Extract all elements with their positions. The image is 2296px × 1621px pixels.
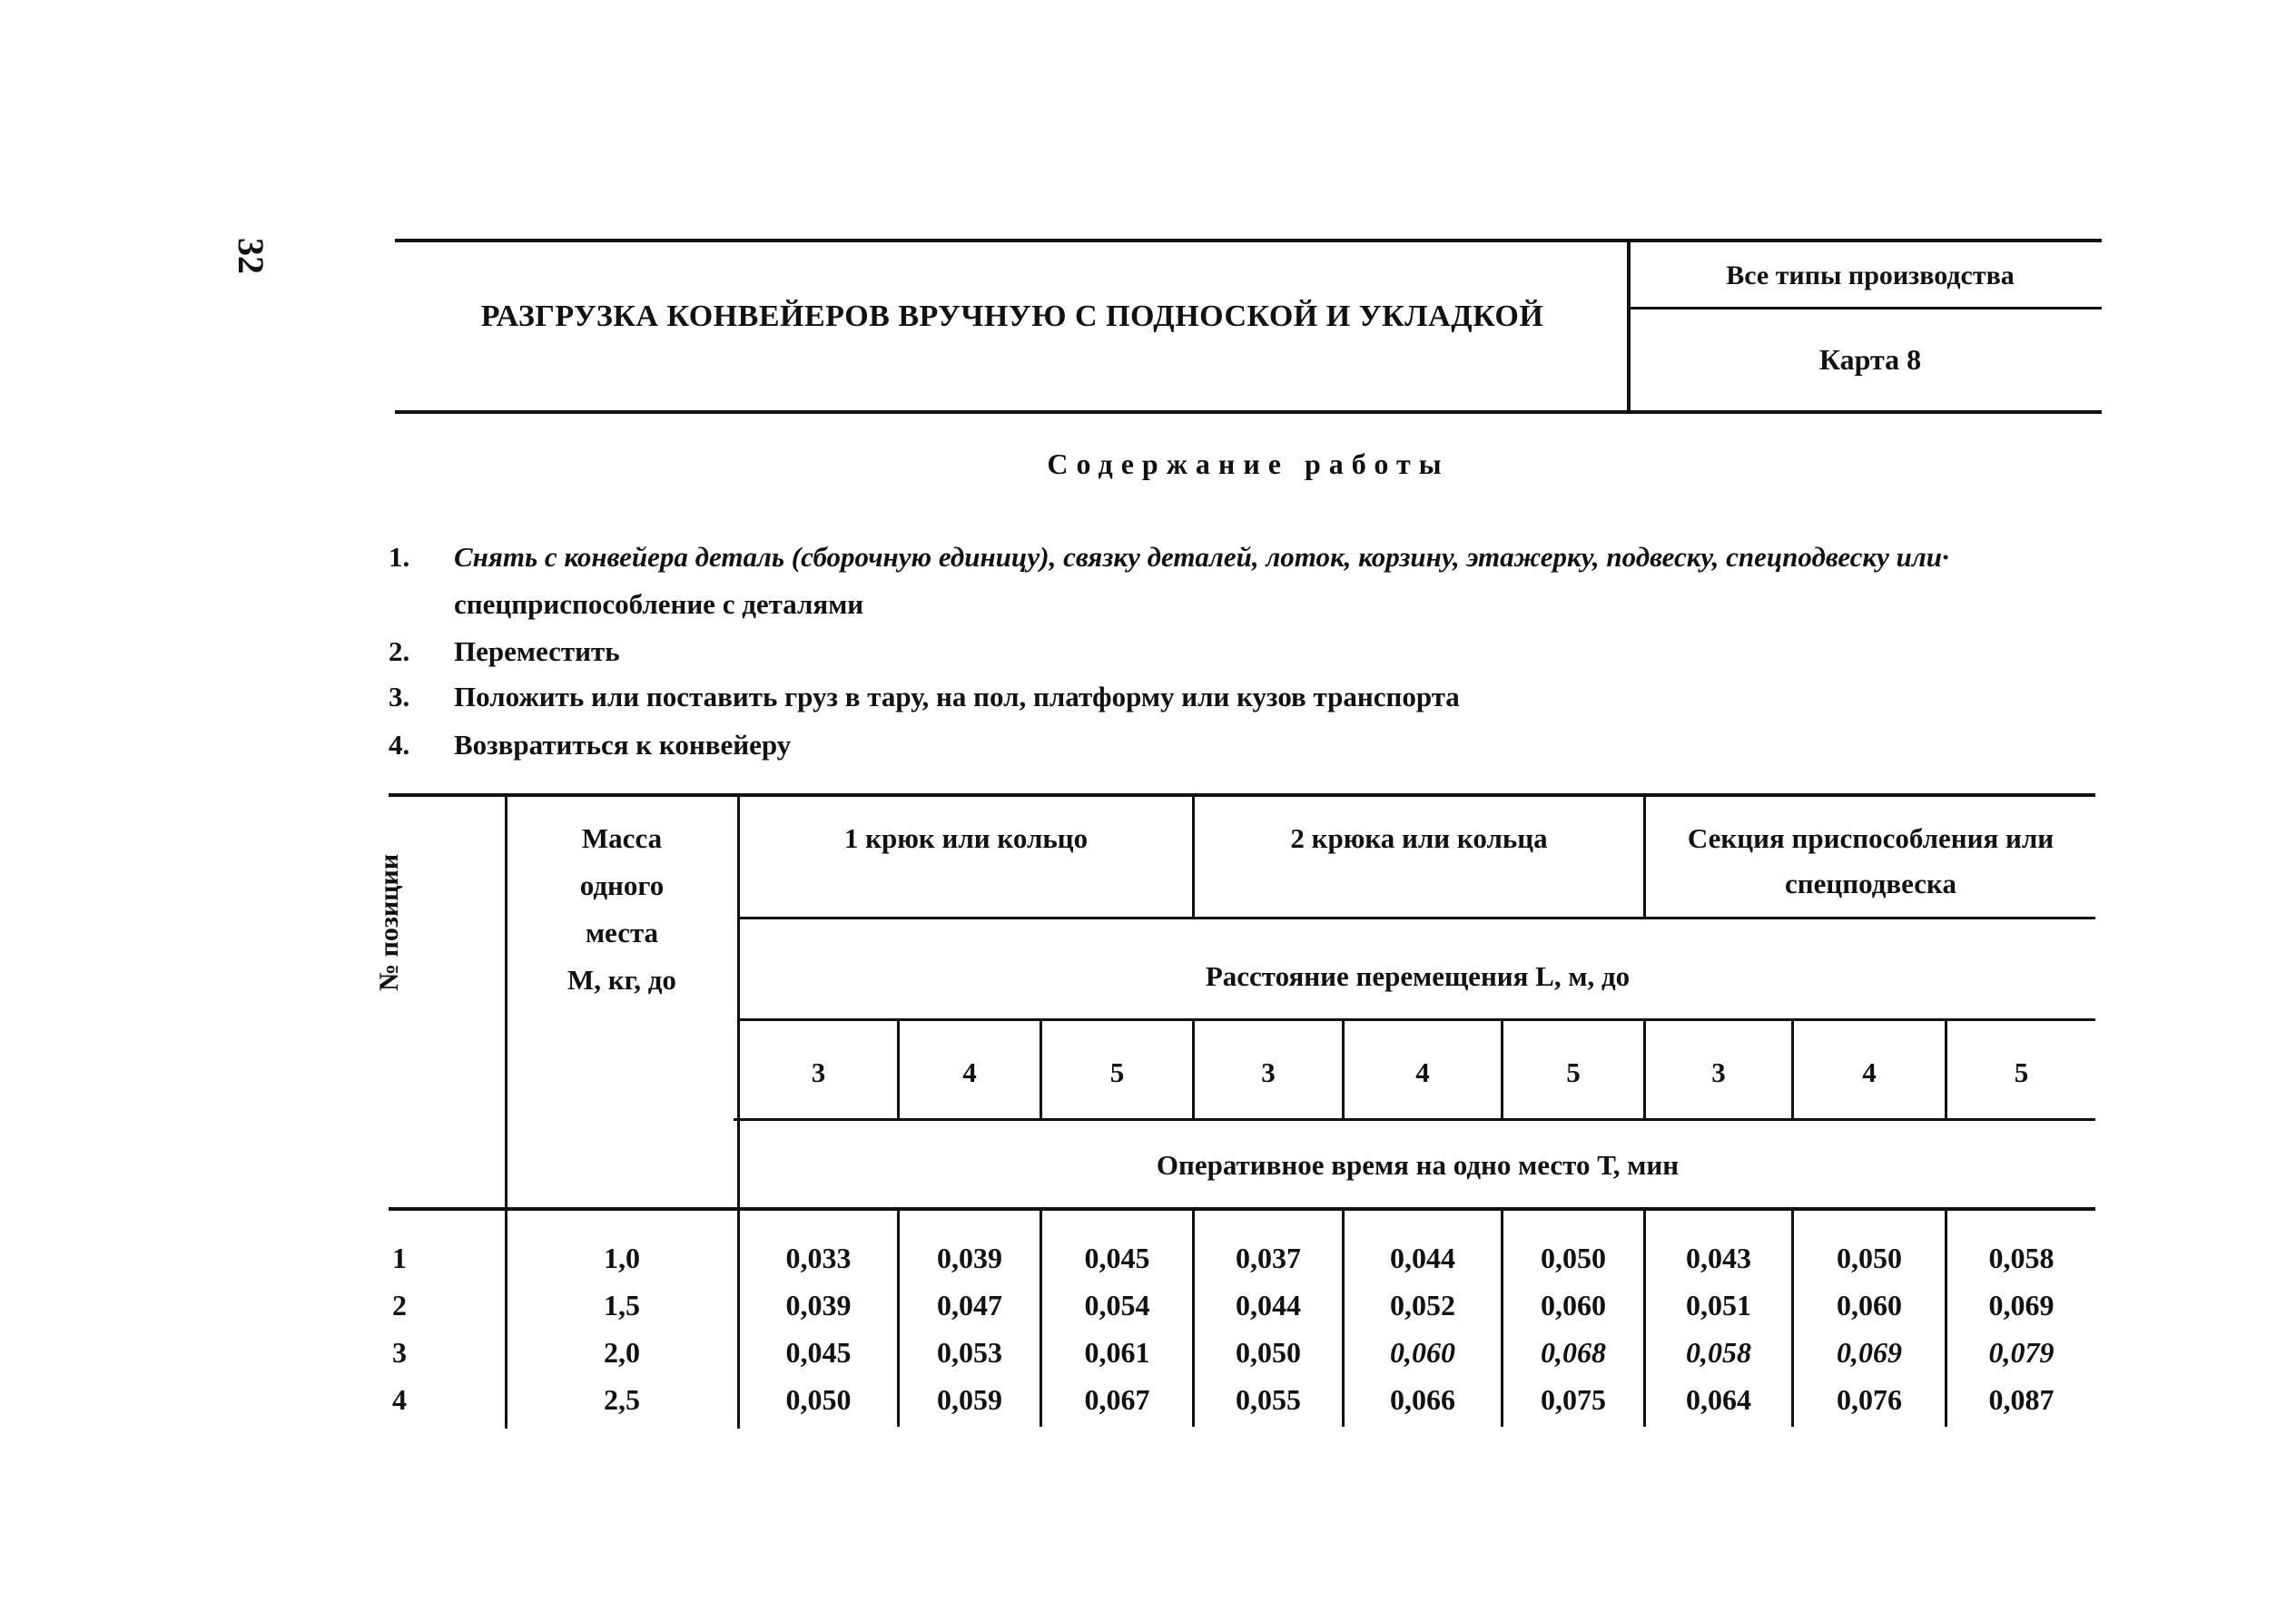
distance-value: 5 xyxy=(1109,1056,1125,1088)
value-cell: 0,054 xyxy=(1084,1289,1150,1321)
mass-cell: 2,5 xyxy=(604,1383,640,1416)
value-cell: 0,061 xyxy=(1084,1336,1150,1369)
value-cell: 0,044 xyxy=(1390,1242,1455,1274)
value-cell: 0,050 xyxy=(785,1383,852,1416)
card-number: Карта 8 xyxy=(1818,343,1922,376)
value-cell: 0,058 xyxy=(1988,1242,2055,1274)
value-cell: 0,052 xyxy=(1390,1289,1455,1321)
mass-cell: 1,0 xyxy=(604,1242,640,1274)
mass-header-line: Масса xyxy=(581,822,663,854)
position-cell: 4 xyxy=(392,1383,407,1416)
step-text-continued: спецприспособление с деталями xyxy=(454,588,864,620)
position-cell: 3 xyxy=(392,1336,407,1369)
distance-value: 3 xyxy=(811,1056,826,1088)
value-cell: 0,060 xyxy=(1390,1336,1455,1369)
value-cell: 0,050 xyxy=(1236,1336,1301,1369)
value-cell: 0,043 xyxy=(1686,1242,1751,1274)
value-cell: 0,051 xyxy=(1686,1289,1751,1321)
distance-value: 5 xyxy=(2014,1056,2029,1088)
document-title: РАЗГРУЗКА КОНВЕЙЕРОВ ВРУЧНУЮ С ПОДНОСКОЙ И УКЛАДКОЙ xyxy=(480,300,1544,333)
distance-value: 4 xyxy=(1415,1056,1430,1088)
step-number: 2. xyxy=(389,635,410,667)
step-number: 3. xyxy=(389,681,410,712)
step-number: 1. xyxy=(389,541,410,573)
time-header: Оперативное время на одно место Т, мин xyxy=(1156,1149,1680,1181)
group-header-1: 1 крюк или кольцо xyxy=(843,822,1089,854)
step-number: 4. xyxy=(389,729,410,761)
value-cell: 0,060 xyxy=(1837,1289,1902,1321)
position-cell: 2 xyxy=(392,1289,407,1321)
value-cell: 0,079 xyxy=(1988,1336,2055,1369)
header-top-rule xyxy=(395,239,2102,242)
table-top-rule xyxy=(389,793,2095,797)
step-text: Возвратиться к конвейеру xyxy=(454,729,792,761)
col-rule-group2 xyxy=(1192,793,1195,917)
group-header-3-continued: спецподвеска xyxy=(1785,868,1956,899)
position-cell: 1 xyxy=(392,1242,407,1274)
value-cell: 0,067 xyxy=(1084,1383,1150,1416)
mass-header-line: М, кг, до xyxy=(567,964,676,996)
production-types: Все типы производства xyxy=(1726,260,2015,290)
page-number: 32 xyxy=(231,238,271,274)
value-cell: 0,055 xyxy=(1236,1383,1301,1416)
value-cell: 0,050 xyxy=(1541,1242,1606,1274)
value-cell: 0,045 xyxy=(785,1336,852,1369)
value-cell: 0,033 xyxy=(785,1242,852,1274)
value-cell: 0,069 xyxy=(1988,1289,2055,1321)
header-bottom-rule xyxy=(395,410,2102,414)
section-title: Содержание работы xyxy=(1047,447,1450,480)
distances-underline xyxy=(734,1118,2095,1121)
distance-value: 3 xyxy=(1261,1056,1276,1088)
group-header-3: Секция приспособления или xyxy=(1687,822,2055,854)
value-cell: 0,050 xyxy=(1837,1242,1902,1274)
value-cell: 0,039 xyxy=(937,1242,1002,1274)
mass-header-line: места xyxy=(585,917,659,948)
value-cell: 0,037 xyxy=(1236,1242,1301,1274)
step-text: Снять с конвейера деталь (сборочную единицу), связку деталей, лоток, корзину, этажерку, подвеску, спецподвеску или· xyxy=(454,541,1949,573)
value-cell: 0,053 xyxy=(937,1336,1002,1369)
distance-value: 3 xyxy=(1711,1056,1726,1088)
distance-underline xyxy=(737,1018,2095,1021)
mass-header-line: одного xyxy=(579,869,665,901)
value-cell: 0,047 xyxy=(937,1289,1002,1321)
value-cell: 0,068 xyxy=(1541,1336,1606,1369)
value-cell: 0,060 xyxy=(1541,1289,1606,1321)
value-cell: 0,039 xyxy=(785,1289,852,1321)
value-cell: 0,076 xyxy=(1837,1383,1902,1416)
step-text: Положить или поставить груз в тару, на пол, платформу или кузов транспорта xyxy=(454,681,1460,712)
group-header-2: 2 крюка или кольца xyxy=(1290,822,1548,854)
distance-header: Расстояние перемещения L, м, до xyxy=(1205,960,1631,992)
step-text: Переместить xyxy=(454,635,620,667)
value-cell: 0,058 xyxy=(1686,1336,1751,1369)
distance-value: 4 xyxy=(962,1056,977,1088)
distance-value: 5 xyxy=(1566,1056,1581,1088)
value-cell: 0,059 xyxy=(937,1383,1002,1416)
group-underline xyxy=(737,917,2095,919)
value-cell: 0,045 xyxy=(1084,1242,1150,1274)
value-cell: 0,087 xyxy=(1988,1383,2055,1416)
mass-cell: 2,0 xyxy=(604,1336,640,1369)
col-rule-mass xyxy=(737,793,740,1429)
position-header: № позиции xyxy=(374,853,404,991)
distance-value: 4 xyxy=(1862,1056,1877,1088)
header-bottom-rule xyxy=(389,1207,2095,1211)
col-rule-pos xyxy=(505,793,507,1429)
value-cell: 0,064 xyxy=(1686,1383,1751,1416)
header-right-divider xyxy=(1627,307,2102,309)
mass-cell: 1,5 xyxy=(604,1289,640,1321)
value-cell: 0,044 xyxy=(1236,1289,1301,1321)
value-cell: 0,066 xyxy=(1390,1383,1455,1416)
value-cell: 0,069 xyxy=(1837,1336,1902,1369)
value-cell: 0,075 xyxy=(1541,1383,1606,1416)
